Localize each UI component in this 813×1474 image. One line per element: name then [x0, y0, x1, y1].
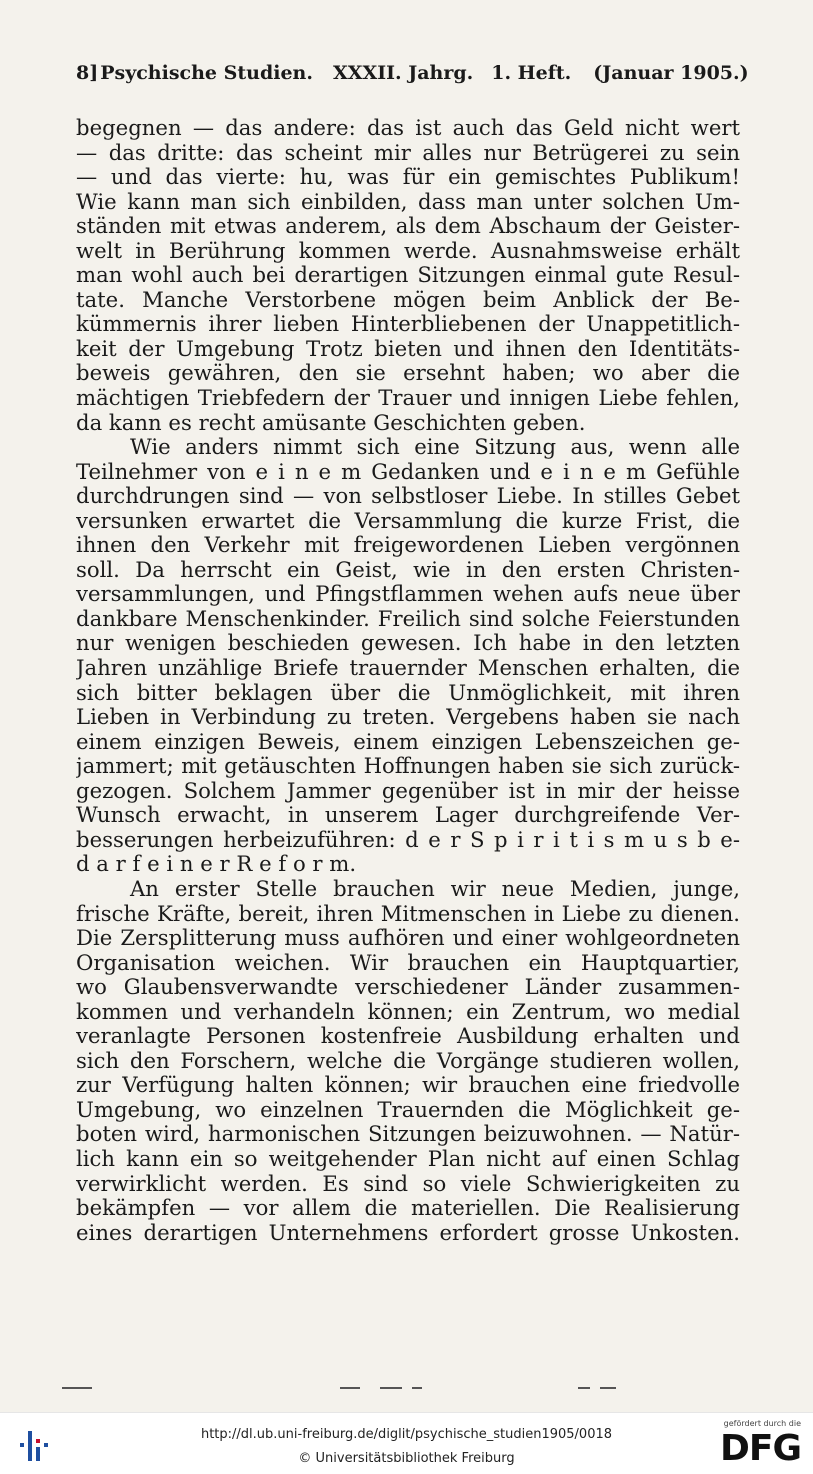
text-line: Umgebung, wo einzelnen Trauernden die Möglichkeit ge-: [76, 1097, 740, 1122]
text-line: eines derartigen Unternehmens erfordert grosse Unkosten.: [76, 1220, 740, 1245]
text-line: Jahren unzählige Briefe trauernder Menschen erhalten, die: [76, 656, 740, 681]
text-line: — und das vierte: hu, was für ein gemischtes Publikum!: [76, 165, 740, 190]
text-line: versammlungen, und Pfingstflammen wehen aufs neue über: [76, 582, 740, 607]
text-line: lich kann ein so weitgehender Plan nicht auf einen Schlag: [76, 1146, 740, 1171]
text-line: ihnen den Verkehr mit freigewordenen Lieben vergönnen: [76, 533, 740, 558]
scan-artifacts: [0, 1387, 813, 1399]
page-number: 8]: [76, 62, 99, 84]
text-line: — das dritte: das scheint mir alles nur Betrügerei zu sein: [76, 140, 740, 165]
text-line: Lieben in Verbindung zu treten. Vergebens haben sie nach: [76, 705, 740, 730]
text-line: An erster Stelle brauchen wir neue Medien, junge,: [130, 876, 740, 901]
viewer-footer: [0, 1412, 813, 1474]
text-line: da kann es recht amüsante Geschichten geben.: [76, 410, 586, 435]
text-line: tate. Manche Verstorbene mögen beim Anblick der Be-: [76, 287, 740, 312]
text-line: Die Zersplitterung muss aufhören und einer wohlgeordneten: [76, 926, 740, 951]
dfg-supported-label: gefördert durch die: [723, 1419, 801, 1428]
text-line: jammert; mit getäuschten Hoffnungen haben sie sich zurück-: [76, 754, 740, 779]
text-line: boten wird, harmonischen Sitzungen beizuwohnen. — Natür-: [76, 1122, 740, 1147]
text-line: begegnen — das andere: das ist auch das Geld nicht wert: [76, 116, 740, 140]
text-line: frische Kräfte, bereit, ihren Mitmenschen in Liebe zu dienen.: [76, 901, 740, 926]
dfg-wordmark: DFG: [719, 1428, 801, 1469]
text-line: ständen mit etwas anderem, als dem Abschaum der Geister-: [76, 214, 740, 239]
text-line: verwirklicht werden. Es sind so viele Schwierigkeiten zu: [76, 1171, 740, 1196]
text-line: keit der Umgebung Trotz bieten und ihnen den Identitäts-: [76, 336, 740, 361]
text-line: sich bitter beklagen über die Unmöglichkeit, mit ihren: [76, 680, 740, 705]
text-line: kümmernis ihrer lieben Hinterbliebenen der Unappetitlich-: [76, 312, 740, 337]
journal-volume: XXXII. Jahrg.: [332, 62, 474, 84]
text-line: Wunsch erwacht, in unserem Lager durchgreifende Ver-: [76, 803, 740, 828]
copyright-notice: © Universitätsbibliothek Freiburg: [298, 1451, 515, 1466]
dfg-logo: [701, 1419, 801, 1471]
text-line: welt in Berührung kommen werde. Ausnahmsweise erhält: [76, 238, 740, 263]
text-line: sich den Forschern, welche die Vorgänge studieren wollen,: [76, 1048, 740, 1073]
text-line: soll. Da herrscht ein Geist, wie in den ersten Christen-: [76, 557, 740, 582]
text-line: versunken erwartet die Versammlung die kurze Frist, die: [76, 508, 740, 533]
text-line: kommen und verhandeln können; ein Zentrum, wo medial: [76, 999, 740, 1024]
source-url-link[interactable]: http://dl.ub.uni-freiburg.de/diglit/psychische_studien1905/0018: [200, 1427, 613, 1442]
text-line: d a r f e i n e r R e f o r m.: [76, 852, 357, 877]
text-line: Wie kann man sich einbilden, dass man unter solchen Um-: [76, 189, 740, 214]
text-line: dankbare Menschenkinder. Freilich sind solche Feierstunden: [76, 606, 740, 631]
text-line: besserungen herbeizuführen: d e r S p i r i t i s m u s b e-: [76, 827, 740, 852]
text-line: man wohl auch bei derartigen Sitzungen einmal gute Resul-: [76, 263, 740, 288]
article-body: [76, 116, 740, 1245]
text-line: einem einzigen Beweis, einem einzigen Lebenszeichen ge-: [76, 729, 740, 754]
text-line: mächtigen Triebfedern der Trauer und innigen Liebe fehlen,: [76, 386, 740, 411]
text-line: wo Glaubensverwandte verschiedener Länder zusammen-: [76, 975, 740, 1000]
journal-title: Psychische Studien.: [100, 62, 313, 84]
text-line: gezogen. Solchem Jammer gegenüber ist in mir der heisse: [76, 778, 740, 803]
text-line: veranlagte Personen kostenfreie Ausbildung erhalten und: [76, 1024, 740, 1049]
text-line: nur wenigen beschieden gewesen. Ich habe in den letzten: [76, 631, 740, 656]
journal-issue: 1. Heft.: [491, 62, 572, 84]
text-line: bekämpfen — vor allem die materiellen. Die Realisierung: [76, 1196, 740, 1221]
text-line: beweis gewähren, den sie ersehnt haben; wo aber die: [76, 361, 740, 386]
text-line: zur Verfügung halten können; wir brauchen eine friedvolle: [76, 1073, 740, 1098]
text-line: Teilnehmer von e i n e m Gedanken und e i n e m Gefühle: [76, 459, 740, 484]
text-line: durchdrungen sind — von selbstloser Liebe. In stilles Gebet: [76, 484, 740, 509]
text-line: Wie anders nimmt sich eine Sitzung aus, wenn alle: [130, 435, 740, 460]
journal-date: (Januar 1905.): [593, 62, 749, 84]
text-line: Organisation weichen. Wir brauchen ein Hauptquartier,: [76, 950, 740, 975]
running-header: [76, 62, 749, 92]
